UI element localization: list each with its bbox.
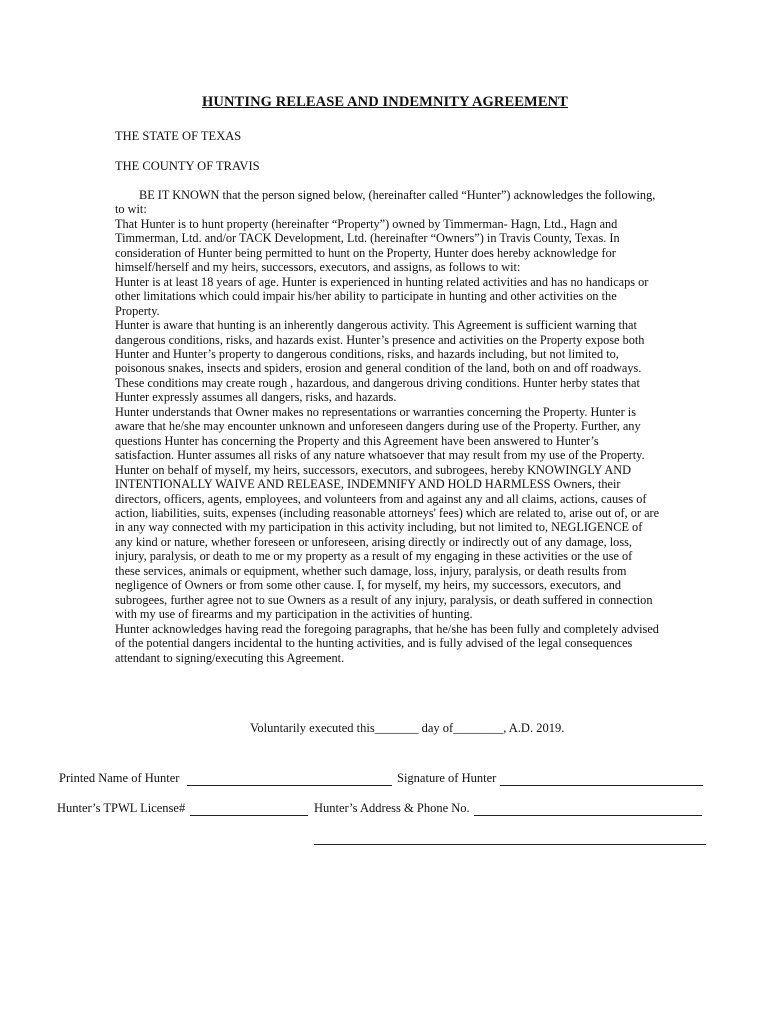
executed-line: Voluntarily executed this_______ day of________, A.D. 2019. [250,721,565,735]
printed-name-label: Printed Name of Hunter [59,771,180,785]
tpwl-license-field[interactable] [190,815,308,816]
signature-field[interactable] [500,785,703,786]
paragraph-intro: BE IT KNOWN that the person signed below, (hereinafter called “Hunter”) acknowledges the following, to wit: [115,188,656,217]
document-title: HUNTING RELEASE AND INDEMNITY AGREEMENT [202,94,568,110]
tpwl-license-label: Hunter’s TPWL License# [57,801,186,815]
address-second-line-field[interactable] [314,844,706,845]
paragraph-age: Hunter is at least 18 years of age. Hunter is experienced in hunting related activities and has no handicaps or other limitations which could impair his/her ability to participate in hunting and other activities on the Property. [115,274,649,318]
paragraph-no-warranties: Hunter understands that Owner makes no representations or warranties concerning the Property. Hunter is aware that he/she may encounter unknown and unforeseen dangers during use of the Property. Further, any questions Hunter has concerning the Property and this Agreement have been answered to Hunter’s satisfaction. Hunter assumes all risks of any nature whatsoever that may result from my use of the Property. [115,404,645,463]
paragraph-dangers: Hunter is aware that hunting is an inherently dangerous activity. This Agreement is sufficient warning that dangerous conditions, risks, and hazards exist. Hunter’s presence and activities on the Property expose both Hunter and Hunter’s property to dangerous conditions, risks, and hazards including, but not limited to, poisonous snakes, insects and spiders, erosion and general condition of the land, both on and off roadways. These conditions may create rough , hazardous, and dangerous driving conditions. Hunter herby states that Hunter expressly assumes all dangers, risks, and hazards. [115,318,645,405]
paragraph-acknowledgement: Hunter acknowledges having read the foregoing paragraphs, that he/she has been fully and completely advised of the potential dangers incidental to the hunting activities, and is fully advised of the legal consequences attendant to signing/executing this Agreement. [115,621,659,665]
address-phone-label: Hunter’s Address & Phone No. [314,801,470,815]
address-phone-field[interactable] [474,815,702,816]
paragraph-property: That Hunter is to hunt property (hereinafter “Property”) owned by Timmerman- Hagn, Ltd., Hagn and Timmerman, Ltd. and/or TACK Development, Ltd. (hereinafter “Owners”) in Travis County, Texas. In consideration of Hunter being permitted to hunt on the Property, Hunter does hereby acknowledge for himself/herself and my heirs, successors, executors, and assigns, as follows to wit: [115,216,620,275]
signature-label: Signature of Hunter [397,771,497,785]
printed-name-field[interactable] [187,785,392,786]
state-line: THE STATE OF TEXAS [115,129,242,143]
county-line: THE COUNTY OF TRAVIS [115,159,260,173]
agreement-body [115,188,660,665]
paragraph-release: Hunter on behalf of myself, my heirs, successors, executors, and subrogees, hereby KNOWINGLY AND INTENTIONALLY WAIVE AND RELEASE, INDEMNIFY AND HOLD HARMLESS Owners, their directors, officers, agents, employees, and volunteers from and against any and all claims, actions, causes of action, liabilities, suits, expenses (including reasonable attorneys' fees) which are related to, arise out of, or are in any way connected with my participation in this activity including, but not limited to, NEGLIGENCE of any kind or nature, whether foreseen or unforeseen, arising directly or indirectly out of any damage, loss, injury, paralysis, or death to me or my property as a result of my engaging in these activities or the use of these services, animals or equipment, whether such damage, loss, injury, paralysis, or death results from negligence of Owners or from some other cause. I, for myself, my heirs, my successors, executors, and subrogees, further agree not to sue Owners as a result of any injury, paralysis, or death suffered in connection with my use of firearms and my participation in the activities of hunting. [115,462,660,622]
